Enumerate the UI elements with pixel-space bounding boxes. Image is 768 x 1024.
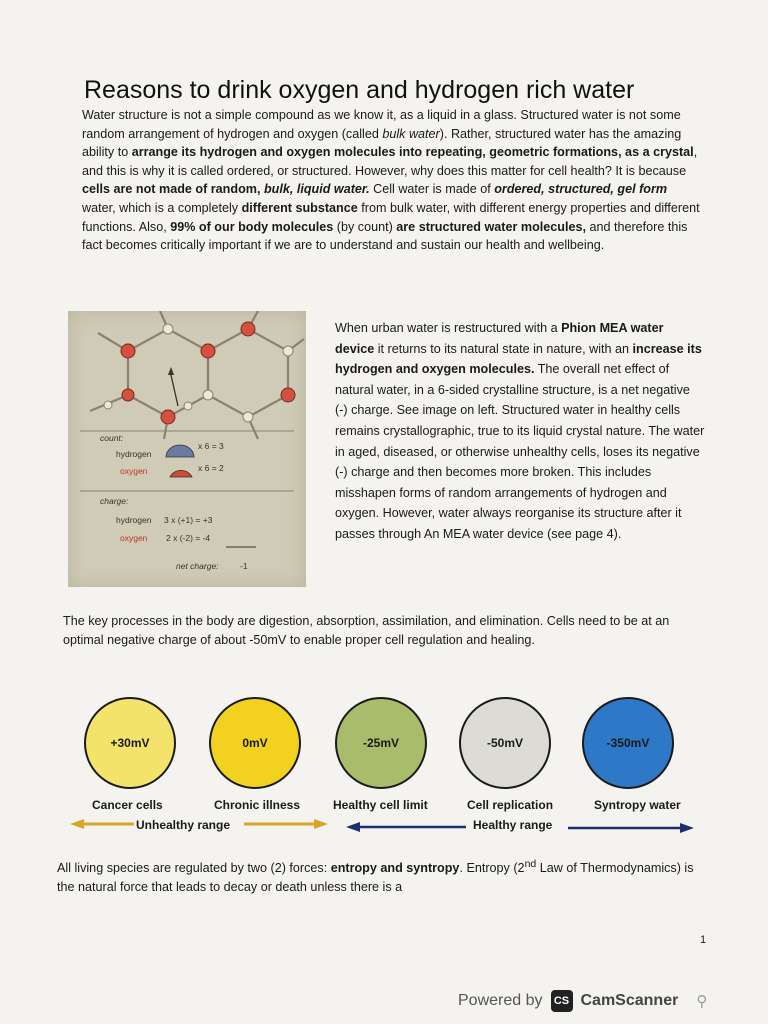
charge-value: -25mV — [362, 736, 400, 750]
arrow-head-right — [680, 823, 694, 833]
charge-value: 0mV — [242, 736, 268, 750]
side-text: it returns to its natural state in nature, with an — [374, 341, 633, 356]
intro-bold: 99% of our body molecules — [170, 219, 334, 234]
healthy-range-label: Healthy range — [473, 818, 553, 832]
scanner-watermark — [458, 990, 707, 1012]
circle-label: Chronic illness — [214, 798, 301, 812]
intro-bold-italic: ordered, structured, gel form — [494, 182, 668, 197]
charge-value: -50mV — [486, 736, 524, 750]
figure-charge-label: charge: — [100, 496, 129, 506]
closing-text: All living species are regulated by two (2) forces: — [57, 861, 331, 876]
intro-text: (by count) — [333, 219, 397, 234]
figure-hydrogen-charge: 3 x (+1) = +3 — [164, 515, 213, 525]
closing-text: . Entropy (2 — [459, 861, 525, 876]
arrow-head-left — [70, 819, 84, 829]
intro-text: Cell water is made of — [369, 182, 495, 197]
search-icon[interactable]: ⚲ — [696, 993, 708, 1010]
processes-paragraph: The key processes in the body are digestion, absorption, assimilation, and elimination. Cells need to be at an optimal negative charge of about -50mV to enable proper cell regulation and healing. — [63, 614, 670, 647]
closing-superscript: nd — [524, 858, 537, 870]
intro-bold: arrange its hydrogen and oxygen molecules into repeating, geometric formations, as a crystal — [131, 145, 694, 160]
side-text: The overall net effect of natural water, in a 6-sided crystalline structure, is a net negative (-) charge. See image on left. Structured water in healthy cells remains crystallographic, true to its liquid crystal nature. The water in aged, diseased, or otherwise unhealthy cells, loses its negative (-) charge and then becomes more broken. This includes misshapen forms of random arrangements of hydrogen and oxygen. However, water always reorganise its structure after it passes through An MEA water device (see page 4). — [335, 362, 705, 541]
closing-bold: entropy and syntropy — [330, 861, 460, 876]
arrow-head-right — [314, 819, 328, 829]
side-bold: increase its hydrogen and oxygen molecules. — [335, 341, 702, 377]
intro-bold-italic: bulk, liquid water. — [263, 182, 370, 197]
figure-hydrogen-label: hydrogen — [116, 515, 152, 525]
intro-italic: bulk water — [382, 126, 440, 141]
page-number: 1 — [700, 934, 707, 946]
circle-label: Cell replication — [467, 798, 554, 812]
intro-text: and therefore this fact becomes critically important if we are to understand and sustain our health and wellbeing. — [82, 219, 688, 253]
figure-net-charge-value: -1 — [240, 561, 248, 571]
side-bold: Phion MEA water device — [335, 321, 664, 356]
side-text: When urban water is restructured with a — [335, 321, 562, 335]
circle-label: Healthy cell limit — [333, 798, 428, 812]
figure-oxygen-charge: 2 x (-2) = -4 — [166, 533, 211, 543]
charge-value: -350mV — [606, 736, 650, 750]
intro-bold: different substance — [241, 200, 358, 215]
powered-by-text: Powered by — [458, 992, 543, 1009]
figure-oxygen-label: oxygen — [120, 466, 148, 476]
camscanner-logo-icon: CS — [551, 990, 573, 1012]
circle-label: Cancer cells — [92, 798, 163, 812]
figure-hydrogen-label: hydrogen — [116, 449, 152, 459]
intro-text: , and this is why it is called ordered, or structured. However, why does this matter for cell health? It is because — [82, 145, 698, 178]
intro-text: ). Rather, structured water has the amazing ability to — [82, 126, 682, 160]
figure-oxygen-count: x 6 = 2 — [198, 463, 224, 473]
intro-bold: cells are not made of random, — [82, 182, 264, 197]
charge-value: +30mV — [110, 736, 150, 750]
intro-text: water, which is a completely — [82, 200, 242, 215]
intro-bold: are structured water molecules, — [396, 219, 586, 234]
figure-count-label: count: — [100, 433, 124, 443]
circle-label: Syntropy water — [594, 798, 681, 812]
camscanner-brand: CamScanner — [580, 992, 679, 1009]
page-title: Reasons to drink oxygen and hydrogen rich water — [84, 76, 635, 104]
intro-text: from bulk water, with different energy properties and different functions. Also, — [82, 200, 700, 234]
closing-paragraph — [57, 855, 697, 896]
figure-hydrogen-count: x 6 = 3 — [198, 441, 224, 451]
figure-oxygen-label: oxygen — [120, 533, 148, 543]
unhealthy-range-label: Unhealthy range — [136, 818, 231, 832]
intro-text: Water structure is not a simple compound as we know it, as a liquid in a glass. Structured water is not some random arrangement of hydrogen and oxygen (called — [82, 108, 681, 141]
arrow-head-left — [346, 822, 360, 832]
figure-net-charge-label: net charge: — [176, 561, 219, 571]
closing-text: Law of Thermodynamics) is the natural force that leads to decay or death unless there is a — [57, 861, 694, 894]
